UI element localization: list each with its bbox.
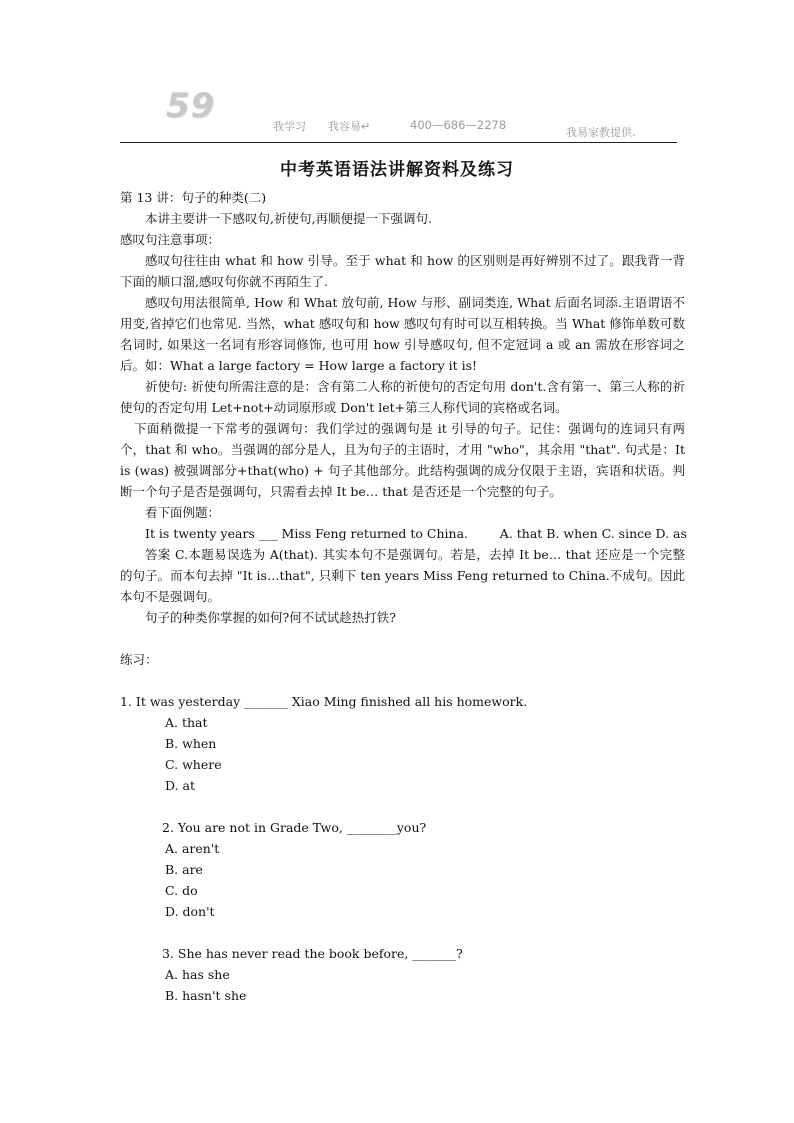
intro-paragraph: 本讲主要讲一下感叹句,祈使句,再顺便提一下强调句. — [145, 211, 432, 226]
paragraph: 看下面例题： — [145, 505, 221, 520]
header-provider: 我易家教提供. — [566, 126, 636, 139]
spacer — [120, 796, 685, 817]
question-2: 2. You are not in Grade Two, ________you? — [162, 820, 427, 835]
example-answer: 答案 C.本题易误选为 A(that). 其实本句不是强调句。若是，去掉 It be… that 还应是一个完整的句子。而本句去掉 "It is…that", 只剩下 ten years Miss Feng returned to China.不成句。因此本句不是强调句。 — [120, 547, 685, 604]
spacer — [120, 922, 685, 943]
question-1: 1. It was yesterday _______ Xiao Ming finished all his homework. — [120, 694, 528, 709]
paragraph: 下面稍微提一下常考的强调句：我们学过的强调句是 it 引导的句子。记住：强调句的连词只有两个，that 和 who。当强调的部分是人，且为句子的主语时，才用 "who"，其余用 "that". 句式是：It is (was) 被强调部分+that(who) + 句子其他部分。此结构强调的成分仅限于主语，宾语和状语。判断一个句子是否是强调句，只需看去掉 It be… that 是否还是一个完整的句子。 — [120, 421, 685, 499]
header-slogan-2: 我容易↵ — [328, 120, 371, 133]
page-title: 中考英语语法讲解资料及练习 — [280, 160, 514, 180]
option: B. are — [165, 862, 203, 877]
option: D. at — [165, 778, 195, 793]
paragraph: 感叹句用法很简单, How 和 What 放句前, How 与形、副词类连, What 后面名词添.主语谓语不用变,省掉它们也常见. 当然，what 感叹句和 how 感叹句有时可以互相转换。当 What 修饰单数可数名词时, 如果这一名词有形容词修饰, 也可用 how 引导感叹句, 但不定冠词 a 或 an 需放在形容词之后。如：What a large factory = How large a factory it is! — [120, 295, 685, 373]
option: C. where — [165, 757, 222, 772]
spacer — [120, 670, 685, 691]
lesson-heading: 第 13 讲：句子的种类(二) — [120, 190, 267, 205]
paragraph: 感叹句往往由 what 和 how 引导。至于 what 和 how 的区别则是再好辨别不过了。跟我背一背下面的顺口溜,感叹句你就不再陌生了. — [120, 253, 685, 289]
header-phone: 400—686—2278 — [410, 118, 507, 132]
practice-heading: 练习： — [120, 652, 158, 667]
exclamation-heading: 感叹句注意事项： — [120, 232, 221, 247]
brand-logo: 59 — [166, 86, 216, 126]
example-question: It is twenty years ___ Miss Feng returned to China. A. that B. when C. since D. as — [145, 526, 687, 541]
paragraph: 句子的种类你掌握的如何?何不试试趁热打铁? — [145, 610, 396, 625]
option: A. has she — [165, 967, 230, 982]
document-body — [120, 187, 685, 1006]
option: A. aren't — [165, 841, 220, 856]
option: D. don't — [165, 904, 215, 919]
paragraph: 祈使句: 祈使句所需注意的是：含有第二人称的祈使句的否定句用 don't.含有第一、第三人称的祈使句的否定句用 Let+not+动词原形或 Don't let+第三人称代词的宾格或名词。 — [120, 379, 685, 415]
question-3: 3. She has never read the book before, _______? — [162, 946, 463, 961]
spacer — [120, 628, 685, 649]
page-header — [120, 78, 677, 143]
option: B. hasn't she — [165, 988, 247, 1003]
option: B. when — [165, 736, 217, 751]
header-slogan-1: 我学习 — [273, 120, 306, 133]
option: A. that — [165, 715, 208, 730]
option: C. do — [165, 883, 198, 898]
